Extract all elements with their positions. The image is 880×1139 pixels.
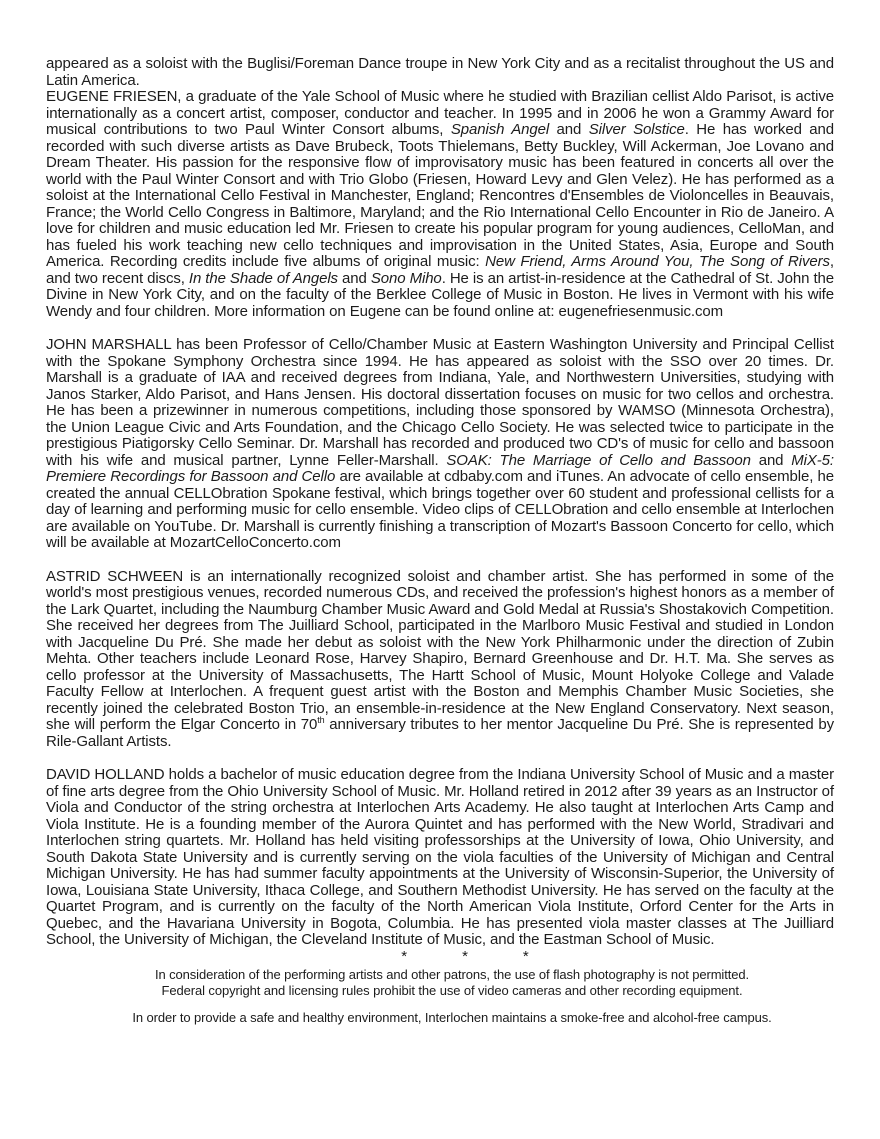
- asterisk-separator: [71, 947, 859, 965]
- paragraph-bio-david-holland: DAVID HOLLAND holds a bachelor of music education degree from the Indiana University School of Music and a master of fine arts degree from the Ohio University School of Music. Mr. Holland retired in 2012 after 39 years as an Instructor of Viola and Conductor of the string orchestra at Interlochen Arts Academy. He also taught at Interlochen Arts Camp and Viola Institute. He is a founding member of the Aurora Quintet and has performed with the New World, Stradivari and Interlochen string quartets. Mr. Holland has held visiting professorships at the University of Iowa, Ohio University, and South Dakota State University and is currently serving on the viola faculties of the University of Michigan and Central Michigan University. He has had summer faculty appointments at the University of Wisconsin-Superior, the University of Iowa, Louisiana State University, Ithaca College, and Southern Methodist University. He has served on the faculty at the Quartet Program, and is currently on the faculty of the North American Viola Institute, Orford Center for the Arts in Quebec, and the Havariana University in Bogota, Columbia. He has presented viola master classes at The Juilliard School, the University of Michigan, the Cleveland Institute of Music, and the Eastman School of Music.: [46, 766, 834, 948]
- notice-smoke-free-campus: In order to provide a safe and healthy environment, Interlochen maintains a smoke-free and alcohol-free campus.: [132, 1009, 772, 1025]
- paragraph-bio-astrid-schween: ASTRID SCHWEEN is an internationally recognized soloist and chamber artist. She has performed in some of the world's most prestigious venues, recorded numerous CDs, and received the profession's highest honors as a member of the Lark Quartet, including the Naumburg Chamber Music Award and Gold Medal at Russia's Shostakovich Competition. She received her degrees from The Juilliard School, participated in the Marlboro Music Festival and studied in London with Jacqueline Du Pré. She made her debut as soloist with the New York Philharmonic under the direction of Zubin Mehta. Other teachers include Leonard Rose, Harvey Shapiro, Bernard Greenhouse and Dr. H.T. Ma. She serves as cello professor at the University of Massachusetts, The Hartt School of Music, Mount Holyoke College and Valade Faculty Fellow at Interlochen. A frequent guest artist with the Boston and Memphis Chamber Music Societies, she recently joined the celebrated Boston Trio, an ensemble-in-residence at the New England Conservatory. Next season, she will perform the Elgar Concerto in 70th anniversary tributes to her mentor Jacqueline Du Pré. She is represented by Rile-Gallant Artists.: [46, 567, 834, 750]
- paragraph-bio-john-marshall: JOHN MARSHALL has been Professor of Cello/Chamber Music at Eastern Washington University and Principal Cellist with the Spokane Symphony Orchestra since 1994. He has appeared as soloist with the SSO over 20 times. Dr. Marshall is a graduate of IAA and received degrees from Indiana, Yale, and Northwestern Universities, studying with Janos Starker, Aldo Parisot, and Hans Jensen. His doctoral dissertation focuses on music for two cellos and orchestra. He has been a prizewinner in numerous competitions, including those sponsored by WAMSO (Minnesota Orchestra), the Union League Civic and Arts Foundation, and the Chicago Cello Society. He was selected twice to participate in the prestigious Piatigorsky Cello Seminar. Dr. Marshall has recorded and produced two CD's of music for cello and bassoon with his wife and musical partner, Lynne Feller-Marshall. SOAK: The Marriage of Cello and Bassoon and MiX-5: Premiere Recordings for Bassoon and Cello are available at cdbaby.com and iTunes. An advocate of cello ensemble, he created the annual CELLObration Spokane festival, which brings together over 60 student and professional cellists for a day of learning and performing music for cello ensemble. Video clips of CELLObration and cello ensemble at Interlochen are available on YouTube. Dr. Marshall is currently finishing a transcription of Mozart's Bassoon Concerto for cello, which will be available at MozartCelloConcerto.com: [46, 336, 834, 551]
- artist-biographies-section: [46, 56, 834, 949]
- asterisk-glyph: *: [462, 947, 468, 965]
- asterisk-glyph: *: [522, 947, 529, 965]
- notice-recording-equipment: Federal copyright and licensing rules prohibit the use of video cameras and other recording equipment.: [161, 982, 743, 998]
- paragraph-bio-continuation: appeared as a soloist with the Buglisi/Foreman Dance troupe in New York City and as a recitalist throughout the US and Latin America.: [46, 55, 834, 89]
- house-notices-section: [58, 967, 846, 1026]
- paragraph-bio-eugene-friesen: EUGENE FRIESEN, a graduate of the Yale School of Music where he studied with Brazilian cellist Aldo Parisot, is active internationally as a concert artist, composer, conductor and teacher. In 1995 and in 2006 he won a Grammy Award for musical contributions to two Paul Winter Consort albums, Spanish Angel and Silver Solstice. He has worked and recorded with such diverse artists as Dave Brubeck, Toots Thielemans, Betty Buckley, Will Ackerman, Joe Lovano and Dream Theater. His passion for the responsive flow of improvisatory music has been featured in concerts all over the world with the Paul Winter Consort and with Trio Globo (Friesen, Howard Levy and Glen Velez). He has performed as a soloist at the International Cello Festival in Manchester, England; Rencontres d'Ensembles de Violoncelles in Beauvais, France; the World Cello Congress in Baltimore, Maryland; and the Rio International Cello Encounter in Rio de Janeiro. A love for children and music education led Mr. Friesen to create his popular program for young audiences, CelloMan, and has fueled his work teaching new cello techniques and improvisation in the United States, Asia, Europe and South America. Recording credits include five albums of original music: New Friend, Arms Around You, The Song of Rivers, and two recent discs, In the Shade of Angels and Sono Miho. He is an artist-in-residence at the Cathedral of St. John the Divine in New York City, and on the faculty of the Berklee College of Music in Boston. He lives in Vermont with his wife Wendy and four children. More information on Eugene can be found online at: eugenefriesenmusic.com: [46, 88, 835, 320]
- asterisk-glyph: *: [401, 947, 408, 965]
- notice-flash-photography: In consideration of the performing artists and other patrons, the use of flash photography is not permitted.: [154, 966, 750, 982]
